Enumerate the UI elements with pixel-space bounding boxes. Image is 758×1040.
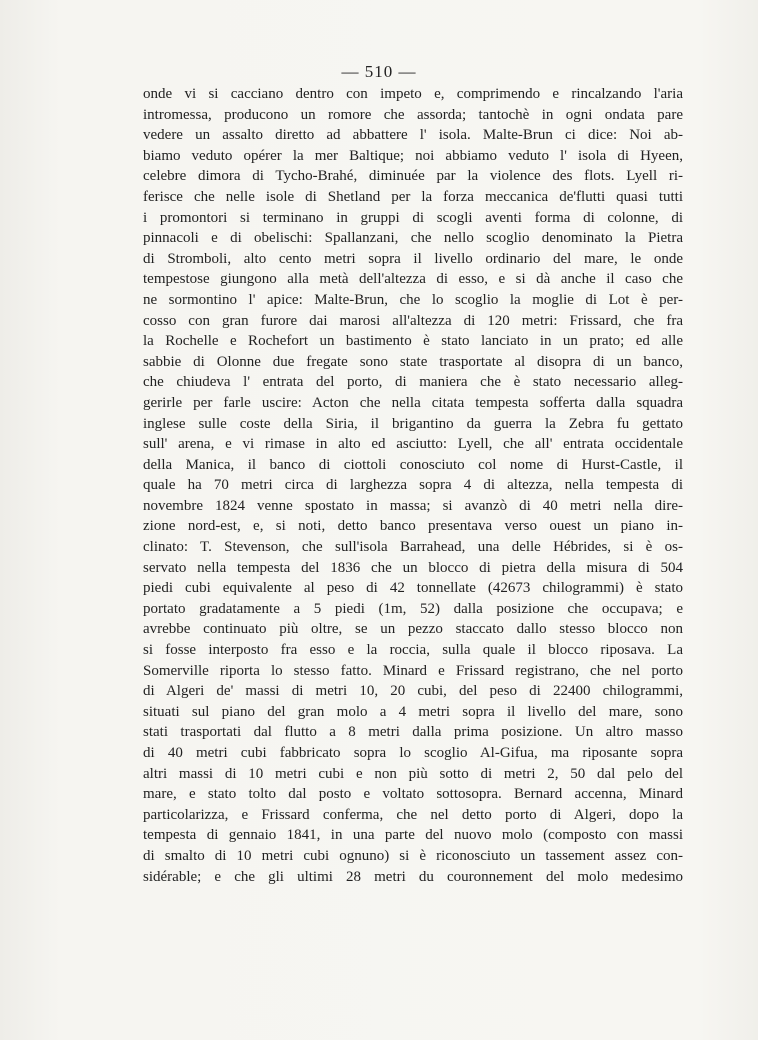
text-line: sabbie di Olonne due fregate sono state trasportate al disopra di un banco, bbox=[143, 353, 683, 370]
text-line: di smalto di 10 metri cubi ognuno) si è riconosciuto un tassement assez con- bbox=[143, 847, 683, 864]
text-line: inglese sulle coste della Siria, il brigantino da guerra la Zebra fu gettato bbox=[143, 415, 683, 432]
text-line: onde vi si cacciano dentro con impeto e, comprimendo e rincalzando l'aria bbox=[143, 86, 683, 102]
text-line: biamo veduto opérer la mer Baltique; noi abbiamo veduto l' isola di Hyeen, bbox=[143, 147, 683, 164]
text-line: intromessa, producono un romore che assorda; tantochè in ogni ondata pare bbox=[143, 106, 683, 123]
text-line: sidérable; e che gli ultimi 28 metri du couronnement del molo medesimo bbox=[143, 868, 683, 885]
text-line: ne sormontino l' apice: Malte-Brun, che lo scoglio la moglie di Lot è per- bbox=[143, 291, 683, 308]
text-line: altri massi di 10 metri cubi e non più sotto di metri 2, 50 dal pelo del bbox=[143, 765, 683, 782]
text-line: situati sul piano del gran molo a 4 metri sopra il livello del mare, sono bbox=[143, 703, 683, 720]
text-line: gerirle per farle uscire: Acton che nella citata tempesta sofferta dalla squadra bbox=[143, 394, 683, 411]
text-line: vedere un assalto diretto ad abbattere l' isola. Malte-Brun ci dice: Noi ab- bbox=[143, 127, 683, 144]
text-line: clinato: T. Stevenson, che sull'isola Barrahead, una delle Hébrides, si è os- bbox=[143, 539, 683, 556]
text-line: avrebbe continuato più oltre, se un pezzo staccato dallo stesso blocco non bbox=[143, 621, 683, 638]
text-line: della Manica, il banco di ciottoli conosciuto col nome di Hurst-Castle, il bbox=[143, 456, 683, 473]
text-line: servato nella tempesta del 1836 che un blocco di pietra della misura di 504 bbox=[143, 559, 683, 576]
text-line: stati trasportati dal flutto a 8 metri dalla prima posizione. Un altro masso bbox=[143, 724, 683, 741]
text-line: mare, e stato tolto dal posto e voltato sottosopra. Bernard accenna, Minard bbox=[143, 786, 683, 803]
text-line: i promontori si terminano in gruppi di scogli aventi forma di colonne, di bbox=[143, 209, 683, 226]
text-line: quale ha 70 metri circa di larghezza sopra 4 di altezza, nella tempesta di bbox=[143, 477, 683, 494]
text-line: cosso con gran furore dai marosi all'altezza di 120 metri: Frissard, che fra bbox=[143, 312, 683, 329]
text-line: portato gradatamente a 5 piedi (1m, 52) dalla posizione che occupava; e bbox=[143, 600, 683, 617]
text-line: di Stromboli, alto cento metri sopra il livello ordinario del mare, le onde bbox=[143, 250, 683, 267]
text-line: la Rochelle e Rochefort un bastimento è stato lanciato in un prato; ed alle bbox=[143, 333, 683, 350]
text-line: che chiudeva l' entrata del porto, di maniera che è stato necessario alleg- bbox=[143, 374, 683, 391]
text-line: pinnacoli e di obelischi: Spallanzani, che nello scoglio denominato la Pietra bbox=[143, 230, 683, 247]
text-line: si fosse interposto fra esso e la roccia, sulla quale il blocco riposava. La bbox=[143, 642, 683, 659]
text-line: novembre 1824 venne spostato in massa; si avanzò di 40 metri nella dire- bbox=[143, 497, 683, 514]
page-number: — 510 — bbox=[341, 62, 417, 81]
text-line: tempesta di gennaio 1841, in una parte del nuovo molo (composto con massi bbox=[143, 827, 683, 844]
text-line: zione nord-est, e, si noti, detto banco presentava verso ouest un piano in- bbox=[143, 518, 683, 535]
text-line: di Algeri de' massi di metri 10, 20 cubi, del peso di 22400 chilogrammi, bbox=[143, 683, 683, 700]
text-line: celebre dimora di Tycho-Brahé, diminuée par la violence des flots. Lyell ri- bbox=[143, 168, 683, 185]
text-line: sull' arena, e vi rimase in alto ed asciutto: Lyell, che all' entrata occidentale bbox=[143, 436, 683, 453]
body-text bbox=[143, 84, 683, 887]
text-line: particolarizza, e Frissard conferma, che nel detto porto di Algeri, dopo la bbox=[143, 806, 683, 823]
text-line: di 40 metri cubi fabbricato sopra lo scoglio Al-Gifua, ma riposante sopra bbox=[143, 745, 683, 761]
text-line: ferisce che nelle isole di Shetland per la forza meccanica de'flutti quasi tutti bbox=[143, 188, 683, 205]
text-line: tempestose giungono alla metà dell'altezza di esso, e si dà anche il caso che bbox=[143, 271, 683, 288]
text-line: piedi cubi equivalente al peso di 42 tonnellate (42673 chilogrammi) è stato bbox=[143, 580, 683, 597]
text-line: Somerville riporta lo stesso fatto. Minard e Frissard registrano, che nel porto bbox=[143, 662, 683, 679]
